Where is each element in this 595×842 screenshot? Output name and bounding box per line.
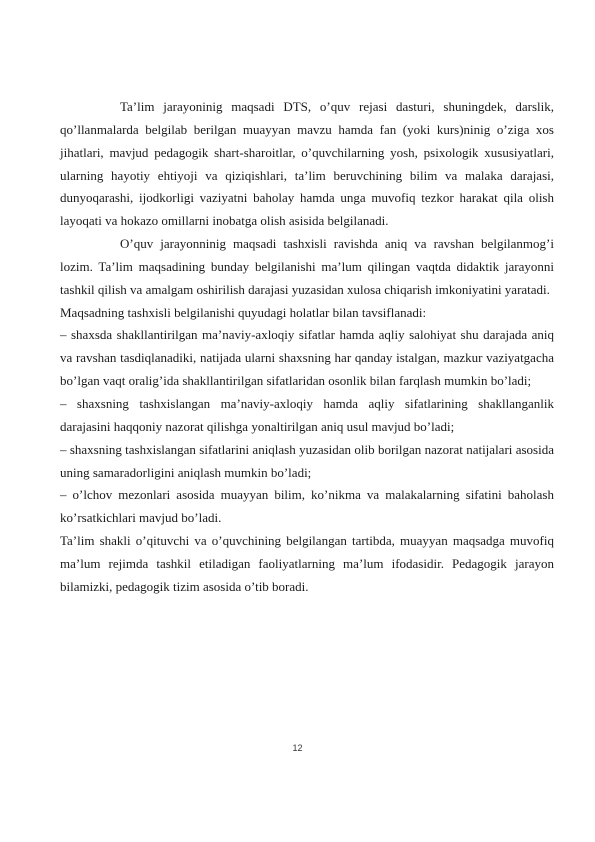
body-text bbox=[60, 96, 554, 599]
page-number: 12 bbox=[292, 743, 303, 753]
paragraph: O’quv jarayonninig maqsadi tashxisli ravishda aniq va ravshan belgilanmog’i lozim. Ta’lim maqsadining bunday belgilanishi ma’lum qilingan vaqtda didaktik jarayonni tashkil qilish va amalgam oshirilish darajasi yuzasidan xulosa chiqarish imkoniyatini yaratadi. bbox=[60, 236, 554, 297]
list-item: – shaxsning tashxislangan ma’naviy-axloqiy hamda aqliy sifatlarining shakllanganlik darajasini haqqoniy nazorat qilishga yonaltirilgan aniq usul mavjud bo’ladi; bbox=[60, 395, 554, 434]
list-item: – o’lchov mezonlari asosida muayyan bilim, ko’nikma va malakalarning sifatini baholash ko’rsatkichlari mavjud bo’ladi. bbox=[60, 487, 554, 526]
paragraph: Ta’lim jarayoninig maqsadi DTS, o’quv rejasi dasturi, shuningdek, darslik, qo’llanmalarda belgilab berilgan muayyan mavzu hamda fan (yoki kurs)ninig o’ziga xos jihatlari, mavjud pedagogik shart-sharoitlar, o’quvchilarning yosh, psixologik xususiyatlari, ularning hayotiy ehtiyoji va qiziqishlari, ta’lim beruvchining bilim va malaka darajasi, dunyoqarashi, ijodkorligi vaziyatni baholay hamda unga muvofiq tezkor harakat qila olish layoqati va hokazo omillarni inobatga olish asisida belgilanadi. bbox=[60, 99, 554, 229]
paragraph: Ta’lim shakli o’qituvchi va o’quvchining belgilangan tartibda, muayyan maqsadga muvofiq ma’lum rejimda tashkil etiladigan faoliyatlarning ma’lum ifodasidir. Pedagogik jarayon bilamizki, pedagogik tizim asosida o’tib boradi. bbox=[60, 533, 554, 594]
paragraph: Maqsadning tashxisli belgilanishi quyudagi holatlar bilan tavsiflanadi: bbox=[60, 304, 427, 320]
list-item: – shaxsning tashxislangan sifatlarini aniqlash yuzasidan olib borilgan nazorat natijalari asosida uning samaradorligini aniqlash mumkin bo’ladi; bbox=[60, 441, 554, 480]
list-item: – shaxsda shakllantirilgan ma’naviy-axloqiy sifatlar hamda aqliy salohiyat shu darajada aniq va ravshan tasdiqlanadiki, natijada ularni shaxsning har qanday istalgan, mazkur vaziyatgacha bo’lgan vaqt oralig’ida shakllantirilgan sifatlaridan osonlik bilan farqlash mumkin bo’ladi; bbox=[60, 327, 554, 389]
